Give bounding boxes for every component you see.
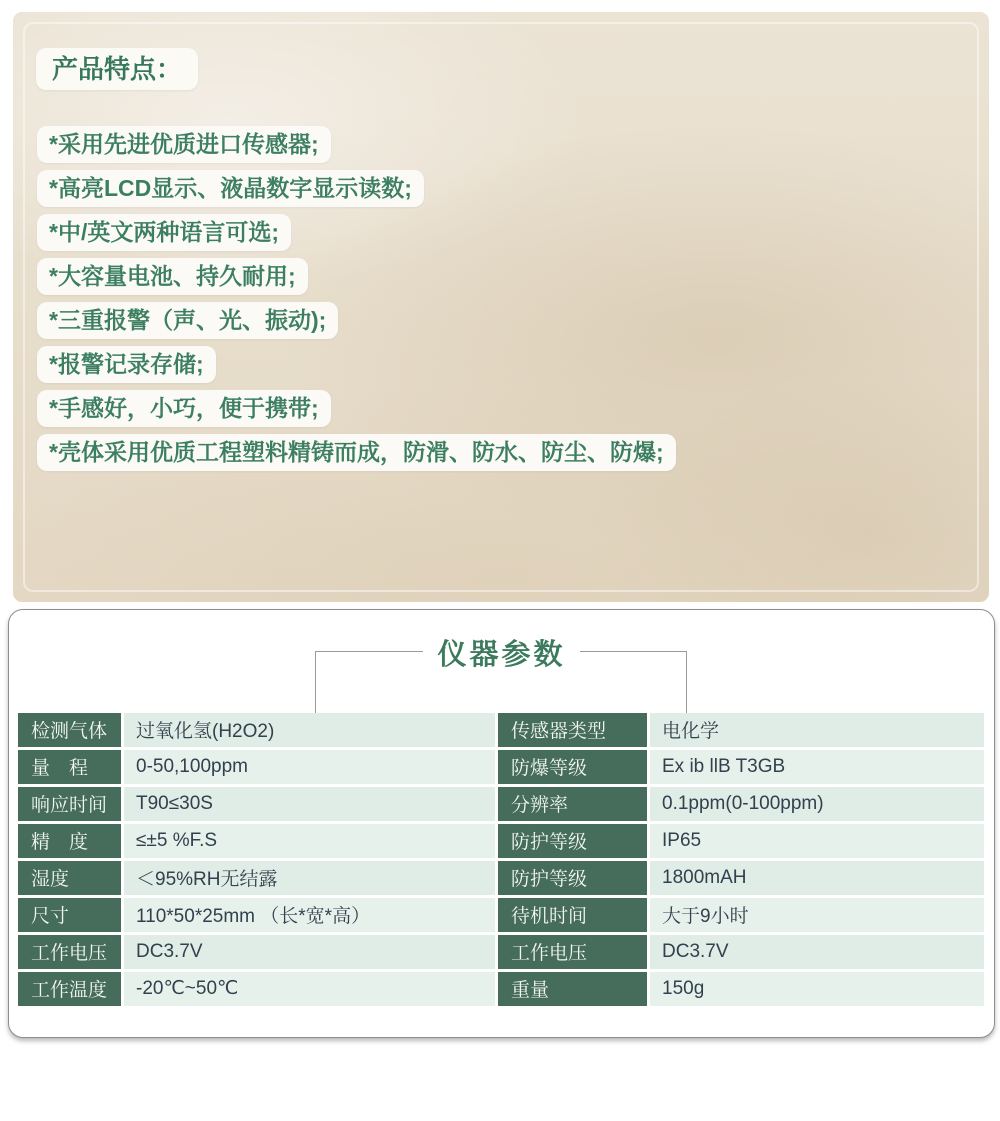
spec-value: 过氧化氢(H2O2) bbox=[124, 713, 495, 747]
spec-value: 0.1ppm(0-100ppm) bbox=[650, 787, 984, 821]
feature-item: *大容量电池、持久耐用; bbox=[37, 258, 308, 295]
spec-label: 防护等级 bbox=[498, 824, 647, 858]
spec-value: 0-50,100ppm bbox=[124, 750, 495, 784]
spec-label: 检测气体 bbox=[18, 713, 121, 747]
spec-value: 110*50*25mm （长*宽*高） bbox=[124, 898, 495, 932]
spec-label: 防爆等级 bbox=[498, 750, 647, 784]
spec-value: 大于9小时 bbox=[650, 898, 984, 932]
feature-item: *采用先进优质进口传感器; bbox=[37, 126, 331, 163]
spec-value: ≤±5 %F.S bbox=[124, 824, 495, 858]
feature-item: *三重报警（声、光、振动); bbox=[37, 302, 338, 339]
params-title bbox=[9, 632, 994, 673]
spec-label: 防护等级 bbox=[498, 861, 647, 895]
spec-label: 工作电压 bbox=[498, 935, 647, 969]
spec-label: 待机时间 bbox=[498, 898, 647, 932]
spec-value: 150g bbox=[650, 972, 984, 1006]
spec-value: T90≤30S bbox=[124, 787, 495, 821]
features-title-label: 产品特点： bbox=[52, 54, 183, 84]
spec-value: DC3.7V bbox=[124, 935, 495, 969]
instrument-params-card bbox=[8, 609, 995, 1038]
spec-label: 工作电压 bbox=[18, 935, 121, 969]
spec-label: 传感器类型 bbox=[498, 713, 647, 747]
feature-item: *中/英文两种语言可选; bbox=[37, 214, 291, 251]
feature-item: *报警记录存储; bbox=[37, 346, 216, 383]
spec-label: 精 度 bbox=[18, 824, 121, 858]
features-title bbox=[36, 48, 198, 90]
feature-item: *高亮LCD显示、液晶数字显示读数; bbox=[37, 170, 424, 207]
spec-table bbox=[18, 713, 984, 1006]
spec-label: 重量 bbox=[498, 972, 647, 1006]
spec-value: -20℃~50℃ bbox=[124, 972, 495, 1006]
spec-value: 电化学 bbox=[650, 713, 984, 747]
spec-label: 量 程 bbox=[18, 750, 121, 784]
spec-label: 工作温度 bbox=[18, 972, 121, 1006]
spec-value: Ex ib llB T3GB bbox=[650, 750, 984, 784]
feature-item: *手感好，小巧，便于携带; bbox=[37, 390, 331, 427]
spec-value: ＜95%RH无结露 bbox=[124, 861, 495, 895]
feature-item: *壳体采用优质工程塑料精铸而成，防滑、防水、防尘、防爆; bbox=[37, 434, 676, 471]
params-title-label: 仪器参数 bbox=[423, 639, 579, 671]
spec-value: 1800mAH bbox=[650, 861, 984, 895]
product-features-card bbox=[13, 12, 989, 602]
spec-value: IP65 bbox=[650, 824, 984, 858]
spec-label: 分辨率 bbox=[498, 787, 647, 821]
spec-label: 尺寸 bbox=[18, 898, 121, 932]
spec-label: 湿度 bbox=[18, 861, 121, 895]
spec-value: DC3.7V bbox=[650, 935, 984, 969]
spec-label: 响应时间 bbox=[18, 787, 121, 821]
